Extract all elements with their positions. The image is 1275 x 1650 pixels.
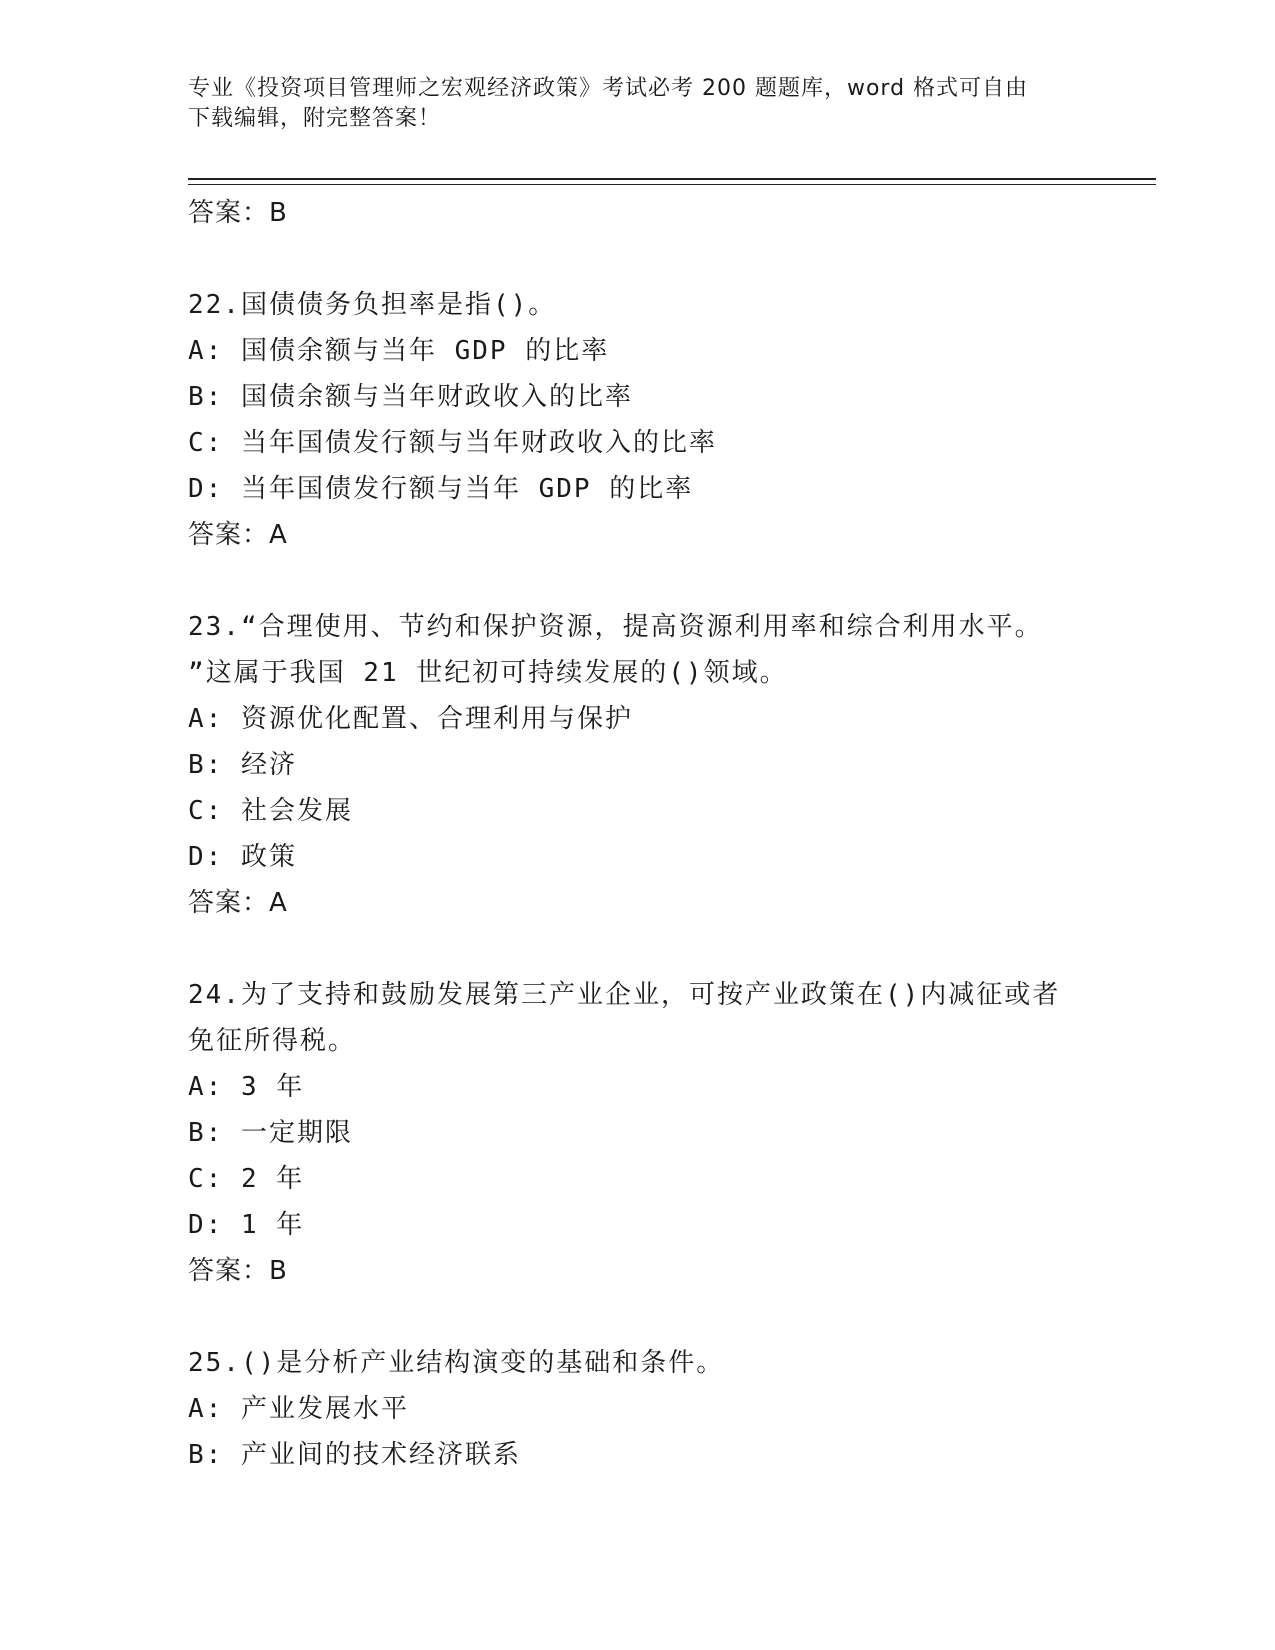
question-24: [188, 972, 1088, 1294]
question-stem: 25.()是分析产业结构演变的基础和条件。: [188, 1348, 725, 1378]
option-a: A: 资源优化配置、合理利用与保护: [188, 704, 633, 734]
option-c: C: 当年国债发行额与当年财政收入的比率: [188, 428, 717, 458]
previous-answer: 答案：B: [188, 198, 288, 228]
option-c: C: 2 年: [188, 1164, 305, 1194]
option-d: D: 政策: [188, 842, 297, 872]
option-a: A: 产业发展水平: [188, 1394, 409, 1424]
question-stem: 23.“合理使用、节约和保护资源，提高资源利用率和综合利用水平。: [188, 612, 1043, 642]
question-stem-cont: ”这属于我国 21 世纪初可持续发展的()领域。: [188, 658, 788, 688]
option-d: D: 1 年: [188, 1210, 305, 1240]
header-line-1: 专业《投资项目管理师之宏观经济政策》考试必考 200 题题库，word 格式可自由: [188, 76, 1029, 101]
spacer: [188, 236, 1088, 282]
question-stem: 24.为了支持和鼓励发展第三产业企业，可按产业政策在()内减征或者: [188, 980, 1061, 1010]
document-header: [188, 74, 1068, 134]
option-b: B: 产业间的技术经济联系: [188, 1440, 521, 1470]
spacer: [188, 558, 1088, 604]
spacer: [188, 1294, 1088, 1340]
option-b: B: 国债余额与当年财政收入的比率: [188, 382, 633, 412]
option-c: C: 社会发展: [188, 796, 353, 826]
option-b: B: 一定期限: [188, 1118, 353, 1148]
header-line-2: 下载编辑，附完整答案！: [188, 106, 442, 131]
option-a: A: 3 年: [188, 1072, 305, 1102]
spacer: [188, 926, 1088, 972]
question-list: [188, 190, 1088, 1478]
header-rule: [188, 178, 1156, 180]
question-22: [188, 282, 1088, 558]
option-a: A: 国债余额与当年 GDP 的比率: [188, 336, 610, 366]
question-stem-cont: 免征所得税。: [188, 1026, 357, 1056]
option-b: B: 经济: [188, 750, 297, 780]
question-answer: 答案：B: [188, 1256, 288, 1286]
header-rule-thin: [188, 184, 1156, 185]
question-23: [188, 604, 1088, 926]
question-25: [188, 1340, 1088, 1478]
question-stem: 22.国债债务负担率是指()。: [188, 290, 557, 320]
question-answer: 答案：A: [188, 520, 288, 550]
question-answer: 答案：A: [188, 888, 288, 918]
option-d: D: 当年国债发行额与当年 GDP 的比率: [188, 474, 694, 504]
